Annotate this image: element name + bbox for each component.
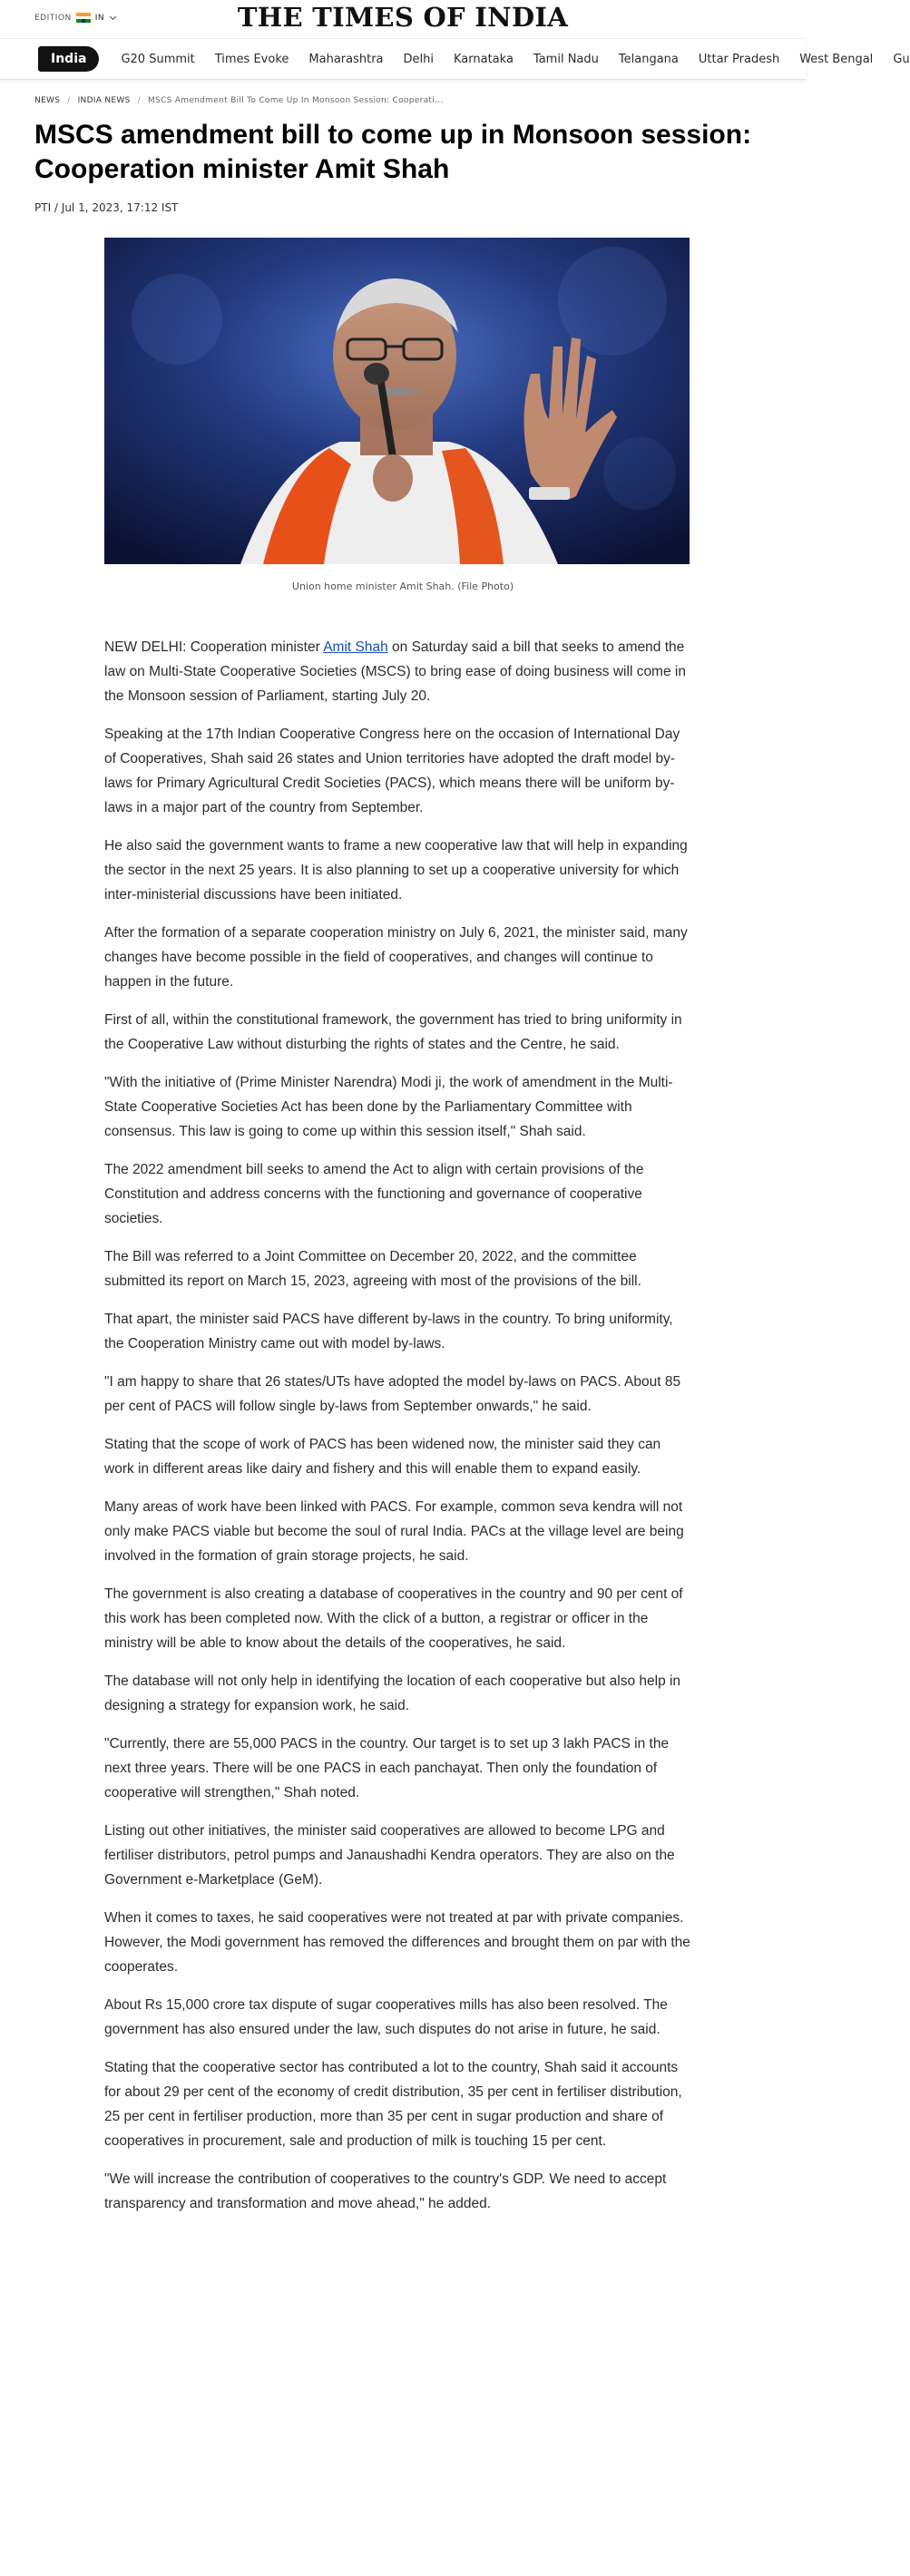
image-caption: Union home minister Amit Shah. (File Photo) [291,581,514,592]
article-byline: PTI / Jul 1, 2023, 17:12 IST [34,201,179,214]
nav-item-g20-summit[interactable]: G20 Summit [121,52,195,66]
article-paragraph: "Currently, there are 55,000 PACS in the country. Our target is to set up 3 lakh PACS in the next three years. There will be one PACS in each panchayat. Then only the foundation of cooperative will strengthen," Shah noted. [104,1736,670,1800]
article-paragraph: About Rs 15,000 crore tax dispute of sugar cooperatives mills has also been resolved. The government has also ensured under the law, such disputes do not arise in future, he said. [104,1997,668,2037]
site-logo[interactable]: THE TIMES OF INDIA [237,2,569,33]
article-paragraph: Stating that the scope of work of PACS has been widened now, the minister said they can work in different areas like dairy and fishery and this will enable them to expand easily. [104,1437,661,1477]
article-paragraph: He also said the government wants to frame a new cooperative law that will help in expanding the sector in the next 25 years. It is also planning to set up a cooperative university for which inter-ministerial discussions have been initiated. [104,838,688,903]
amit-shah-photo-illustration [104,238,690,564]
nav-item-telangana[interactable]: Telangana [618,52,679,66]
breadcrumb-current: MSCS Amendment Bill To Come Up In Monsoon Session: Cooperati... [147,96,444,105]
nav-item-times-evoke[interactable]: Times Evoke [214,52,289,66]
article-paragraph: Speaking at the 17th Indian Cooperative Congress here on the occasion of International Day of Cooperatives, Shah said 26 states and Union territories have adopted the draft model by-laws for Primary Agricultural Credit Societies (PACS), which means there will be uniform by-laws in a major part of the country from September. [104,727,680,815]
masthead [0,0,806,39]
nav-item-maharashtra[interactable]: Maharashtra [308,52,384,66]
article-paragraph: That apart, the minister said PACS have different by-laws in the country. To bring uniformity, the Cooperation Ministry came out with model by-laws. [104,1312,673,1351]
article-paragraph: Listing out other initiatives, the minister said cooperatives are allowed to become LPG and fertiliser distributors, petrol pumps and Janaushadhi Kendra operators. They are also on the Government e-Marketplace (GeM). [104,1823,675,1888]
nav-item-gujarat[interactable]: Gu [893,52,910,66]
breadcrumb-separator: / [67,96,71,105]
amit-shah-link[interactable]: Amit Shah [323,639,388,655]
nav-item-delhi[interactable]: Delhi [403,52,434,66]
article-paragraph: When it comes to taxes, he said cooperatives were not treated at par with private companies. However, the Modi government has removed the differences and brought them on par with the cooperates. [104,1910,690,1975]
article-paragraph: "With the initiative of (Prime Minister Narendra) Modi ji, the work of amendment in the Multi-State Cooperative Societies Act has been done by the Parliamentary Committee with consensus. This law is going to come up within this session itself," Shah said. [104,1075,673,1139]
article-paragraph: Stating that the cooperative sector has contributed a lot to the country, Shah said it accounts for about 29 per cent of the economy of credit distribution, 35 per cent in fertiliser distribution, 25 per cent in fertiliser production, more than 35 per cent in sugar production and share of cooperatives in procurement, sale and production of milk is touching 15 per cent. [104,2060,682,2149]
breadcrumb-india-news[interactable]: INDIA NEWS [77,96,131,105]
nav-item-india-active[interactable]: India [38,46,99,72]
article-paragraph: The database will not only help in identifying the location of each cooperative but also help in designing a strategy for expansion work, he said. [104,1673,681,1713]
nav-item-karnataka[interactable]: Karnataka [454,52,514,66]
edition-label: EDITION [34,13,72,23]
article-paragraph: First of all, within the constitutional framework, the government has tried to bring uniformity in the Cooperative Law without disturbing the rights of states and the Centre, he said. [104,1012,682,1052]
article-paragraph: Many areas of work have been linked with PACS. For example, common seva kendra will not only make PACS viable but become the soul of rural India. PACs at the village level are being involved in the formation of grain storage projects, he said. [104,1499,684,1564]
edition-value: IN [94,13,105,23]
section-nav [0,39,910,80]
nav-item-uttar-pradesh[interactable]: Uttar Pradesh [698,52,780,66]
nav-item-tamil-nadu[interactable]: Tamil Nadu [533,52,599,66]
article-body [104,635,694,2230]
breadcrumb-separator: / [137,96,141,105]
breadcrumb-news[interactable]: NEWS [34,96,61,105]
nav-item-west-bengal[interactable]: West Bengal [799,52,874,66]
lead-text-end: on Saturday said a bill that seeks to amend the law on Multi-State Cooperative Societies (MSCS) to bring ease of doing business will come in the Monsoon session of Parliament, starting July 20. [104,639,686,704]
article-title: MSCS amendment bill to come up in Monsoon session: Cooperation minister Amit Shah [34,120,752,184]
article-paragraph: After the formation of a separate cooperation ministry on July 6, 2021, the minister said, many changes have become possible in the field of cooperatives, and changes will continue to happen in the future. [104,925,688,990]
article-hero-image [104,238,690,564]
article-paragraph: The Bill was referred to a Joint Committee on December 20, 2022, and the committee submitted its report on March 15, 2023, agreeing with most of the provisions of the bill. [104,1249,641,1289]
article-paragraph: "We will increase the contribution of cooperatives to the country's GDP. We need to accept transparency and transformation and move ahead," he added. [104,2171,667,2211]
article-paragraph: The 2022 amendment bill seeks to amend the Act to align with certain provisions of the Constitution and address concerns with the functioning and governance of cooperative societies. [104,1162,644,1226]
article-paragraph-lead [104,635,694,708]
article-paragraph: The government is also creating a database of cooperatives in the country and 90 per cent of this work has been completed now. With the click of a button, a registrar or officer in the ministry will be able to know about the details of the cooperatives, he said. [104,1586,683,1651]
breadcrumb [34,96,444,105]
article-paragraph: "I am happy to share that 26 states/UTs have adopted the model by-laws on PACS. About 85 per cent of PACS will follow single by-laws from September onwards," he said. [104,1374,681,1414]
lead-text-start: NEW DELHI: Cooperation minister [104,639,324,655]
